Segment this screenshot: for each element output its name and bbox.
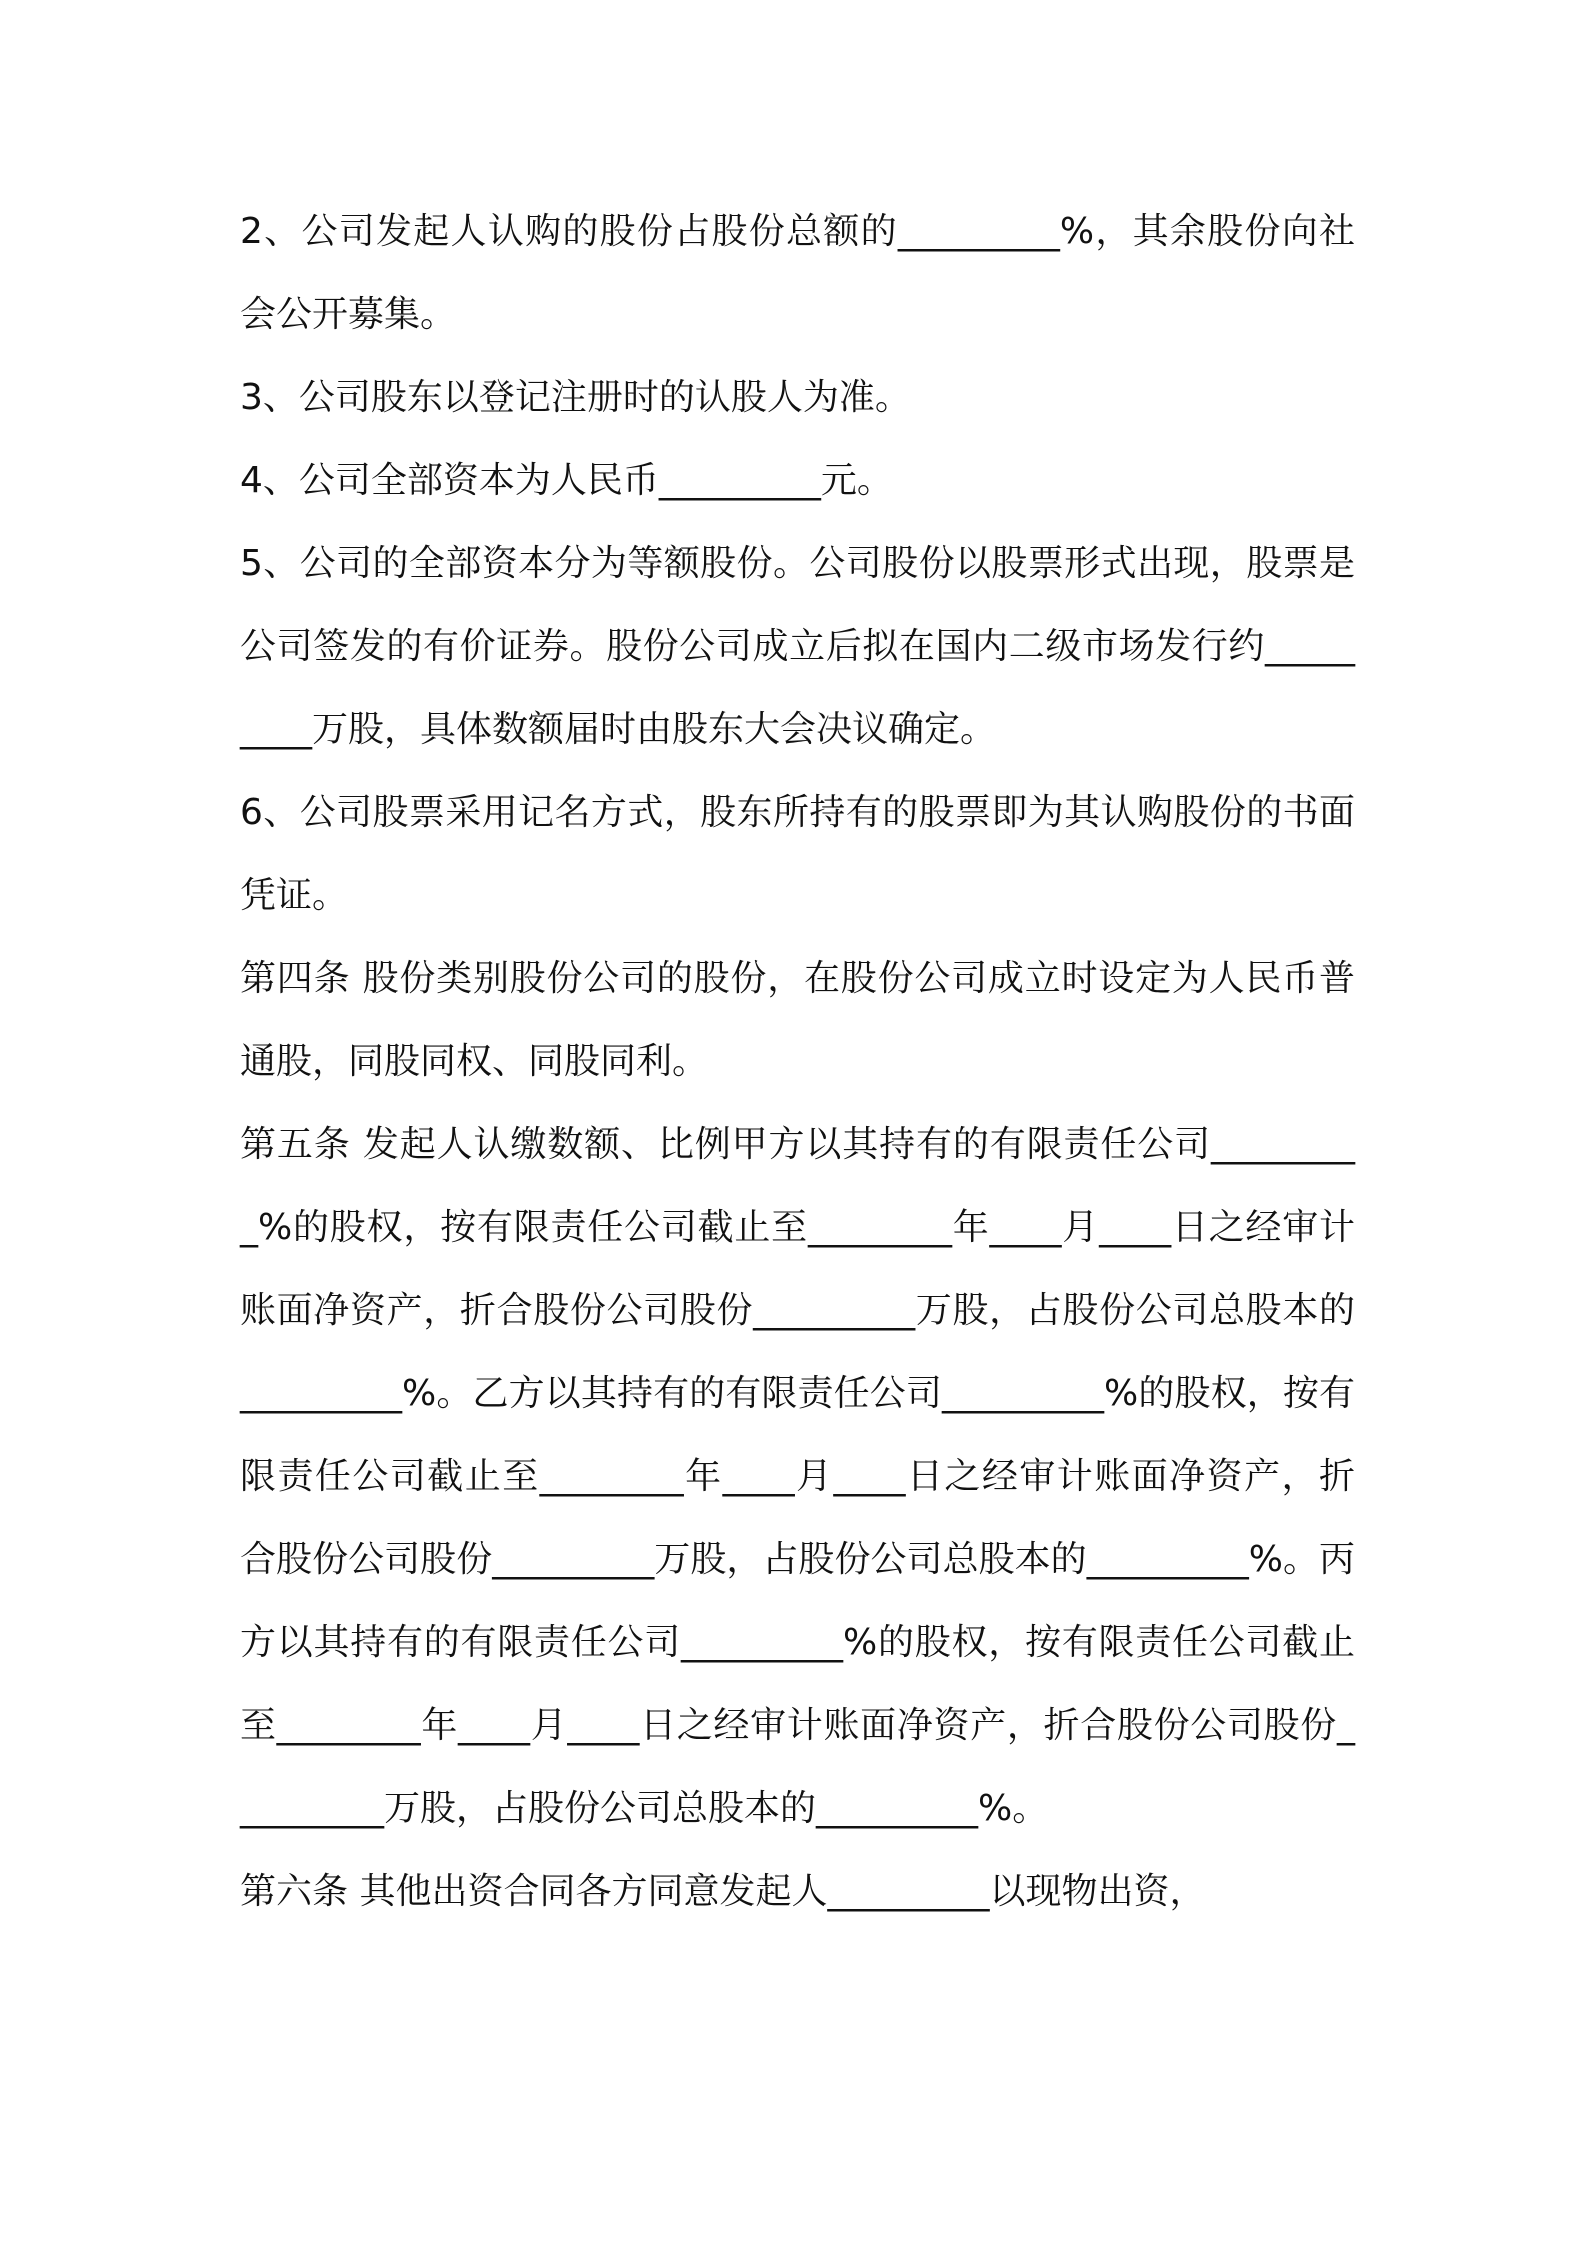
article-4-paragraph: 第四条 股份类别股份公司的股份，在股份公司成立时设定为人民币普通股，同股同权、同股同利。 (240, 958, 1355, 1082)
clause-3-paragraph: 3、公司股东以登记注册时的认股人为准。 (240, 377, 911, 418)
clause-2-paragraph: 2、公司发起人认购的股份占股份总额的_________%，其余股份向社会公开募集。 (240, 211, 1355, 335)
clause-6-paragraph: 6、公司股票采用记名方式，股东所持有的股票即为其认购股份的书面凭证。 (240, 792, 1355, 916)
article-6-paragraph: 第六条 其他出资合同各方同意发起人_________以现物出资， (240, 1871, 1206, 1912)
document-body (240, 190, 1355, 1933)
clause-4-paragraph: 4、公司全部资本为人民币_________元。 (240, 460, 893, 501)
clause-5-paragraph: 5、公司的全部资本分为等额股份。公司股份以股票形式出现，股票是公司签发的有价证券。股份公司成立后拟在国内二级市场发行约_________万股，具体数额届时由股东大会决议确定。 (240, 543, 1355, 750)
article-5-paragraph: 第五条 发起人认缴数额、比例甲方以其持有的有限责任公司_________%的股权，按有限责任公司截止至________年____月____日之经审计账面净资产，折合股份公司股份_________万股，占股份公司总股本的_________%。乙方以其持有的有限责任公司_________%的股权，按有限责任公司截止至________年____月____日之经审计账面净资产，折合股份公司股份_________万股，占股份公司总股本的_________%。丙方以其持有的有限责任公司_________%的股权，按有限责任公司截止至________年____月____日之经审计账面净资产，折合股份公司股份_________万股，占股份公司总股本的_________%。 (240, 1124, 1355, 1829)
